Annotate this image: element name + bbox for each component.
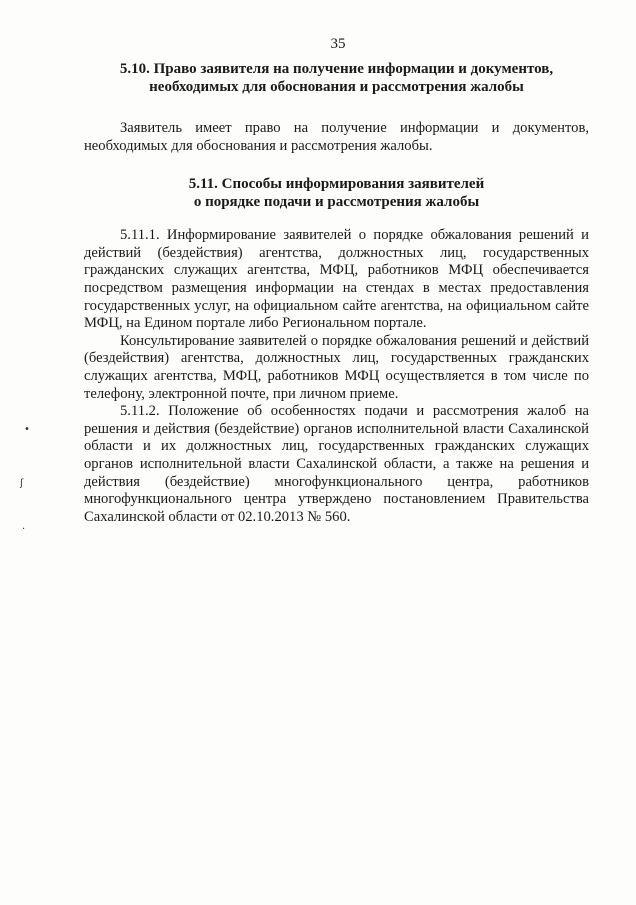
section-5-11-heading-line-2: о порядке подачи и рассмотрения жалобы — [193, 194, 480, 211]
section-5-11-2-paragraph — [84, 403, 589, 526]
spacer — [84, 155, 589, 175]
document-body — [84, 60, 589, 526]
section-5-10-paragraph — [84, 120, 589, 155]
section-5-11-1-text: 5.11.1. Информирование заявителей о порядке обжалования решений и действий (бездействия) агентства, должностных лиц, государственных гражданских служащих агентства, МФЦ, работников МФЦ обеспечивается посредством размещения информации на стендах в местах предоставления государственных услуг, на официальном сайте агентства, на официальном сайте МФЦ, на Едином портале либо Региональном портале. — [84, 227, 589, 332]
page-number: 35 — [330, 36, 346, 52]
section-5-10-heading-line-1: 5.10. Право заявителя на получение информации и документов, — [119, 61, 554, 77]
scan-artifact-mark: • — [24, 424, 30, 435]
scan-artifact-mark: · — [22, 524, 26, 535]
section-5-11-1-paragraph — [84, 227, 589, 333]
spacer — [84, 211, 589, 227]
consultation-paragraph — [84, 333, 589, 403]
spacer — [84, 96, 589, 120]
section-5-11-2-text: 5.11.2. Положение об особенностях подачи и рассмотрения жалоб на решения и действия (бездействие) органов исполнительной власти Сахалинской области и их должностных лиц, государственных гражданских служащих органов исполнительной власти Сахалинской области, а также на решения и действия (бездействие) многофункционального центра, работников многофункционального центра утверждено постановлением Правительства Сахалинской области от 02.10.2013 № 560. — [84, 403, 589, 525]
scan-artifact-mark: ʃ — [20, 478, 24, 489]
section-5-10-text: Заявитель имеет право на получение информации и документов, необходимых для обоснования и рассмотрения жалобы. — [84, 120, 589, 154]
section-5-11-heading — [84, 175, 589, 211]
section-5-10-heading-line-2: необходимых для обоснования и рассмотрения жалобы — [149, 79, 524, 95]
section-5-11-heading-line-1: 5.11. Способы информирования заявителей — [188, 176, 485, 193]
section-5-10-heading — [84, 60, 589, 96]
consultation-text: Консультирование заявителей о порядке обжалования решений и действий (бездействия) агентства, должностных лиц, государственных гражданских служащих агентства, МФЦ, работников МФЦ осуществляется в том числе по телефону, электронной почте, при личном приеме. — [84, 332, 589, 402]
